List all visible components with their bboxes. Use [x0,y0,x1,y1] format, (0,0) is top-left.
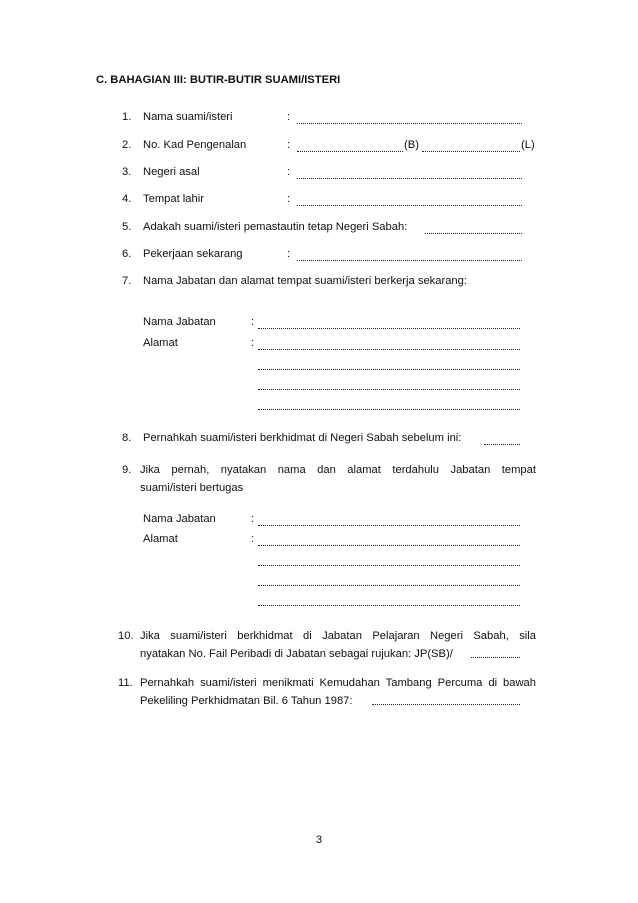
ic-l-field[interactable] [422,151,520,152]
item-9-address-line-1[interactable] [258,545,520,546]
item-6-number: 6. [122,248,132,260]
item-9-address-line-3[interactable] [258,585,520,586]
item-3-number: 3. [122,166,132,178]
item-9-alamat-label: Alamat [143,533,178,545]
item-9-jabatan-field[interactable] [258,525,520,526]
item-7-address-line-2[interactable] [258,369,520,370]
item-9-address-line-4[interactable] [258,605,520,606]
item-4-colon: : [287,193,291,205]
item-7-jabatan-label: Nama Jabatan [143,316,216,328]
item-7-jabatan-colon: : [251,316,255,328]
item-3-colon: : [287,166,291,178]
birthplace-field[interactable] [297,205,522,206]
item-10-line-1: Jika suami/isteri berkhidmat di Jabatan Pelajaran Negeri Sabah, sila [140,630,536,642]
ic-b-suffix: (B) [404,139,419,151]
item-11-line-2: Pekeliling Perkhidmatan Bil. 6 Tahun 1987: [140,695,353,707]
ic-l-suffix: (L) [521,139,535,151]
page-number: 3 [315,834,323,846]
item-9-line-2: suami/isteri bertugas [140,482,244,494]
item-9-number: 9. [122,464,132,476]
item-10-line-2: nyatakan No. Fail Peribadi di Jabatan sebagai rujukan: JP(SB)/ [140,648,453,660]
item-7-address-line-1[interactable] [258,349,520,350]
item-1-label: Nama suami/isteri [143,111,233,123]
item-1-number: 1. [122,111,132,123]
item-5-label: Adakah suami/isteri pemastautin tetap Negeri Sabah: [143,221,408,233]
item-1-colon: : [287,111,291,123]
item-7-address-line-3[interactable] [258,389,520,390]
item-9-address-line-2[interactable] [258,565,520,566]
item-7-number: 7. [122,275,132,287]
item-10-number: 10. [118,630,134,642]
item-9-line-1: Jika pernah, nyatakan nama dan alamat terdahulu Jabatan tempat [140,464,536,476]
item-5-number: 5. [122,221,132,233]
item-11-line-1: Pernahkah suami/isteri menikmati Kemudahan Tambang Percuma di bawah [140,677,536,689]
item-2-colon: : [287,139,291,151]
occupation-field[interactable] [297,260,522,261]
item-11-number: 11. [118,677,133,689]
item-3-label: Negeri asal [143,166,200,178]
item-8-number: 8. [122,432,132,444]
item-8-label: Pernahkah suami/isteri berkhidmat di Negeri Sabah sebelum ini: [143,432,462,444]
item-9-jabatan-label: Nama Jabatan [143,513,216,525]
home-state-field[interactable] [297,178,522,179]
item-2-label: No. Kad Pengenalan [143,139,247,151]
item-7-alamat-colon: : [251,337,255,349]
ic-b-field[interactable] [297,151,403,152]
sabah-resident-field[interactable] [425,233,522,234]
item-2-number: 2. [122,139,132,151]
item-6-label: Pekerjaan sekarang [143,248,243,260]
spouse-name-field[interactable] [297,123,522,124]
personal-file-number-field[interactable] [471,657,520,658]
section-title: C. BAHAGIAN III: BUTIR-BUTIR SUAMI/ISTERI [96,74,341,86]
item-9-text [140,461,536,497]
item-4-label: Tempat lahir [143,193,204,205]
item-9-alamat-colon: : [251,533,255,545]
item-9-jabatan-colon: : [251,513,255,525]
item-7-jabatan-field[interactable] [258,328,520,329]
item-6-colon: : [287,248,291,260]
item-7-address-line-4[interactable] [258,409,520,410]
served-sabah-field[interactable] [484,444,520,445]
item-7-alamat-label: Alamat [143,337,178,349]
free-fare-field[interactable] [372,704,520,705]
item-4-number: 4. [122,193,132,205]
item-7-label: Nama Jabatan dan alamat tempat suami/isteri berkerja sekarang: [143,275,467,287]
